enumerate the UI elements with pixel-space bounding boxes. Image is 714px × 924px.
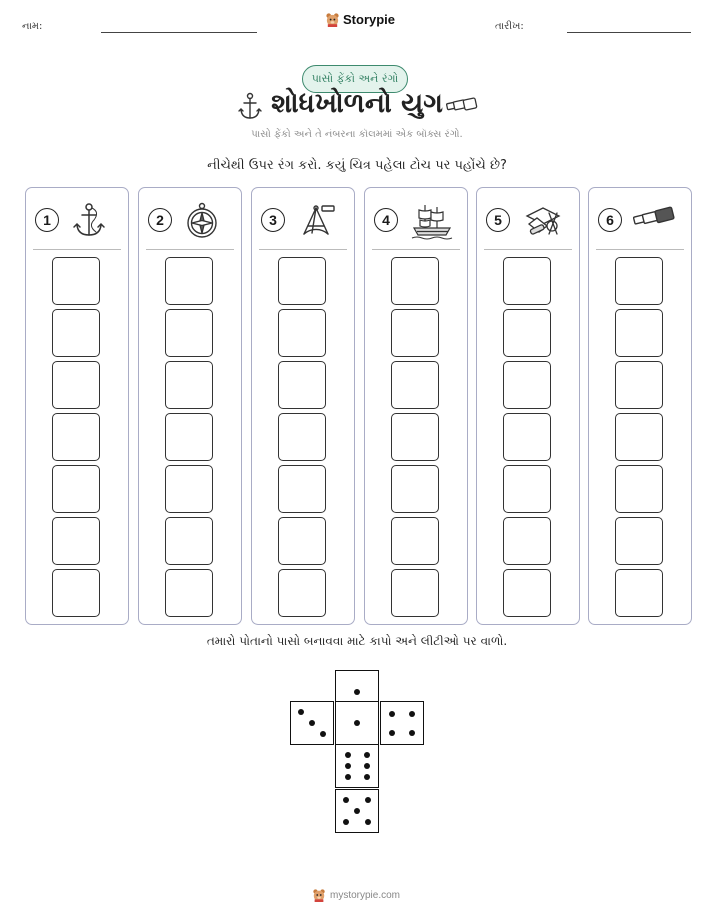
column-3 [251,187,355,625]
color-box[interactable] [503,257,551,305]
color-box[interactable] [391,569,439,617]
die-face-five [335,789,379,833]
color-box[interactable] [503,517,551,565]
column-divider [146,249,234,250]
column-divider [259,249,347,250]
cut-instructions: તમારો પોતાનો પાસો બનાવવા માટે કાપો અને લીટીઓ પર વાળો. [206,634,508,648]
column-header [477,188,579,248]
die-face-one [335,701,379,745]
column-divider [372,249,460,250]
die-face-four [380,701,424,745]
color-box[interactable] [391,413,439,461]
telescope-icon [633,206,675,230]
activity-badge: પાસો ફેંકો અને રંગો [302,65,408,93]
storypie-mascot-icon [312,888,326,902]
color-box[interactable] [52,361,100,409]
color-box[interactable] [52,257,100,305]
color-box[interactable] [503,465,551,513]
column-5 [476,187,580,625]
column-divider [596,249,684,250]
column-header [26,188,128,248]
column-1 [25,187,129,625]
color-box[interactable] [278,465,326,513]
color-box[interactable] [391,309,439,357]
column-2 [138,187,242,625]
storypie-mascot-icon [325,12,340,27]
pip [354,689,360,695]
pip [345,763,351,769]
color-box[interactable] [615,517,663,565]
instructions-subtitle: પાસો ફેંકો અને તે નંબરના કૉલમમાં એક બૉક્સ રંગો. [251,129,463,140]
color-box[interactable] [615,309,663,357]
pip [389,711,395,717]
column-divider [33,249,121,250]
map-tools-icon [523,202,563,240]
color-box[interactable] [278,569,326,617]
column-number: 2 [148,208,172,232]
color-box[interactable] [391,361,439,409]
pip [364,752,370,758]
pip [364,774,370,780]
color-box[interactable] [165,517,213,565]
pip [409,730,415,736]
color-box[interactable] [391,465,439,513]
color-box[interactable] [278,517,326,565]
color-box[interactable] [503,361,551,409]
column-header [365,188,467,248]
footer [312,888,400,902]
pip [309,720,315,726]
pip [354,720,360,726]
date-line [567,32,691,33]
die-face-three [290,701,334,745]
color-box[interactable] [278,257,326,305]
column-6 [588,187,692,625]
color-box[interactable] [503,309,551,357]
pip [409,711,415,717]
column-header [139,188,241,248]
color-box[interactable] [165,569,213,617]
color-box[interactable] [165,361,213,409]
column-number: 3 [261,208,285,232]
column-number: 1 [35,208,59,232]
compass-icon [185,202,219,240]
pip [389,730,395,736]
column-number: 6 [598,208,622,232]
pip [343,797,349,803]
brand-logo [325,12,395,27]
date-label: તારીખ: [495,21,524,32]
color-box[interactable] [615,361,663,409]
footer-url[interactable]: mystorypie.com [330,889,401,901]
color-box[interactable] [52,465,100,513]
page-title: શોધખોળનો યુગ [271,88,443,119]
color-box[interactable] [278,361,326,409]
color-box[interactable] [615,413,663,461]
column-number: 5 [486,208,510,232]
color-box[interactable] [52,569,100,617]
color-box[interactable] [391,517,439,565]
color-box[interactable] [165,309,213,357]
sextant-icon [298,202,338,240]
ship-icon [411,202,453,240]
pip [343,819,349,825]
color-box[interactable] [615,569,663,617]
pip [345,774,351,780]
color-box[interactable] [165,465,213,513]
color-box[interactable] [503,569,551,617]
pip [364,763,370,769]
name-label: નામ: [22,21,43,32]
column-header [252,188,354,248]
anchor-icon [72,202,106,240]
color-box[interactable] [615,257,663,305]
game-question: નીચેથી ઉપર રંગ કરો. કયું ચિત્ર પહેલા ટોચ પર પહોંચે છે? [207,158,507,173]
color-box[interactable] [503,413,551,461]
color-box[interactable] [391,257,439,305]
color-box[interactable] [52,309,100,357]
color-box[interactable] [278,309,326,357]
pip [320,731,326,737]
pip [345,752,351,758]
column-header [589,188,691,248]
color-box[interactable] [278,413,326,461]
die-face-six [335,744,379,788]
pip [365,797,371,803]
color-box[interactable] [615,465,663,513]
name-line [101,32,257,33]
color-box[interactable] [165,257,213,305]
pip [354,808,360,814]
brand-name: Storypie [343,12,396,27]
color-box[interactable] [165,413,213,461]
pip [365,819,371,825]
color-box[interactable] [52,517,100,565]
column-number: 4 [374,208,398,232]
color-box[interactable] [52,413,100,461]
column-divider [484,249,572,250]
telescope-icon [446,96,478,116]
column-4 [364,187,468,625]
pip [298,709,304,715]
